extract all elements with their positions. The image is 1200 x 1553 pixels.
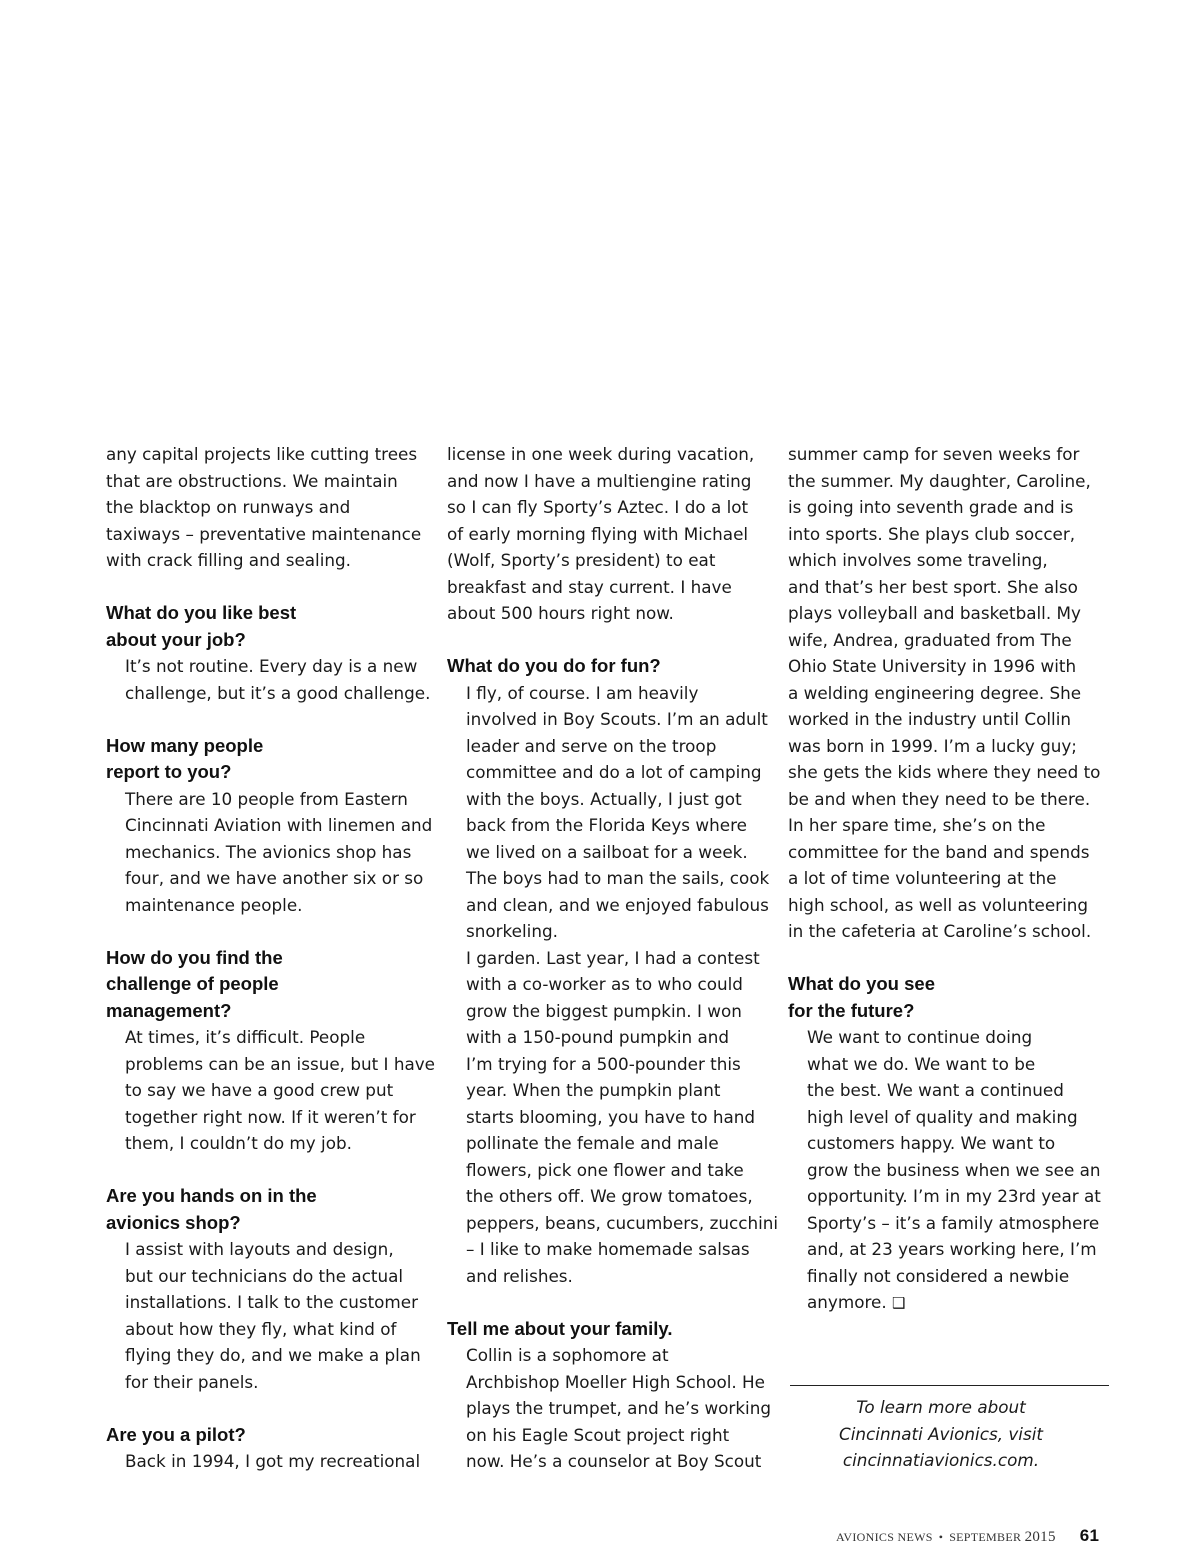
sidebar-note bbox=[790, 1394, 1092, 1474]
text-line: I garden. Last year, I had a contest bbox=[466, 947, 760, 968]
text-line: a lot of time volunteering at the bbox=[788, 868, 1057, 888]
text-line: leader and serve on the troop bbox=[466, 735, 717, 756]
text-line: Ohio State University in 1996 with bbox=[788, 656, 1077, 676]
page-footer bbox=[836, 1526, 1099, 1546]
text-line: We want to continue doing bbox=[807, 1027, 1033, 1047]
text-line: In her spare time, she’s on the bbox=[788, 815, 1046, 835]
sidebar-line: To learn more about bbox=[856, 1397, 1026, 1417]
text-line: about 500 hours right now. bbox=[447, 603, 674, 623]
text-line: I’m trying for a 500-pounder this bbox=[466, 1053, 741, 1074]
text-line: now. He’s a counselor at Boy Scout bbox=[466, 1451, 762, 1471]
heading-line: for the future? bbox=[788, 999, 915, 1021]
text-line: Cincinnati Aviation with linemen and bbox=[125, 815, 433, 835]
text-line: was born in 1999. I’m a lucky guy; bbox=[788, 735, 1077, 756]
text-line: maintenance people. bbox=[125, 894, 303, 915]
heading-line: about your job? bbox=[106, 628, 246, 650]
text-line: the others off. We grow tomatoes, bbox=[466, 1186, 753, 1206]
text-line: mechanics. The avionics shop has bbox=[125, 841, 412, 862]
question-heading bbox=[106, 1183, 418, 1236]
question-heading bbox=[447, 1316, 759, 1343]
heading-line: What do you see bbox=[788, 973, 935, 994]
heading-line: Tell me about your family. bbox=[447, 1317, 673, 1339]
text-line: is going into seventh grade and is bbox=[788, 497, 1074, 517]
text-line: flowers, pick one flower and take bbox=[466, 1159, 744, 1180]
heading-line: How do you find the bbox=[106, 946, 283, 968]
text-line: plays the trumpet, and he’s working bbox=[466, 1398, 772, 1418]
paragraph bbox=[106, 441, 422, 574]
sidebar-divider bbox=[790, 1385, 1109, 1386]
text-line: Collin is a sophomore at bbox=[466, 1345, 669, 1365]
text-line: Back in 1994, I got my recreational bbox=[125, 1451, 421, 1471]
text-fragment: anymore. bbox=[807, 1292, 887, 1312]
text-line: I fly, of course. I am heavily bbox=[466, 682, 699, 703]
publication-name: AVIONICS NEWS bbox=[836, 1530, 933, 1544]
question-heading bbox=[106, 733, 418, 786]
text-line: The boys had to man the sails, cook bbox=[466, 868, 770, 888]
answer-paragraph bbox=[447, 680, 770, 945]
text-line: with crack filling and sealing. bbox=[106, 550, 352, 570]
text-line: of early morning flying with Michael bbox=[447, 523, 749, 544]
answer-paragraph bbox=[106, 786, 433, 919]
answer-paragraph bbox=[106, 1448, 421, 1475]
text-line: license in one week during vacation, bbox=[447, 444, 755, 464]
sidebar-website: cincinnatiavionics.com. bbox=[842, 1450, 1040, 1470]
text-line: high level of quality and making bbox=[807, 1106, 1078, 1127]
article-column-3 bbox=[788, 441, 1100, 1317]
end-mark-icon: ❑ bbox=[892, 1294, 906, 1312]
question-heading bbox=[106, 600, 418, 653]
text-line: and relishes. bbox=[466, 1265, 573, 1286]
text-line: and, at 23 years working here, I’m bbox=[807, 1239, 1097, 1259]
text-line: with the boys. Actually, I just got bbox=[466, 788, 742, 809]
text-line: a welding engineering degree. She bbox=[788, 682, 1082, 703]
answer-paragraph bbox=[447, 1342, 772, 1475]
heading-line: challenge of people bbox=[106, 973, 279, 994]
article-column-2 bbox=[447, 441, 779, 1475]
text-line: – I like to make homemade salsas bbox=[466, 1239, 750, 1259]
text-line: but our technicians do the actual bbox=[125, 1265, 404, 1286]
heading-line: avionics shop? bbox=[106, 1211, 241, 1233]
text-line: installations. I talk to the customer bbox=[125, 1292, 419, 1312]
text-line: the blacktop on runways and bbox=[106, 497, 351, 517]
text-line: to say we have a good crew put bbox=[125, 1080, 394, 1100]
text-line: any capital projects like cutting trees bbox=[106, 444, 418, 464]
text-line: grow the business when we see an bbox=[807, 1159, 1101, 1180]
text-line: committee and do a lot of camping bbox=[466, 762, 762, 782]
text-line: worked in the industry until Collin bbox=[788, 709, 1072, 729]
heading-line: report to you? bbox=[106, 761, 232, 782]
text-line: wife, Andrea, graduated from The bbox=[788, 629, 1072, 650]
text-line: It’s not routine. Every day is a new bbox=[125, 656, 418, 676]
text-line: snorkeling. bbox=[466, 921, 558, 941]
question-heading bbox=[788, 971, 1100, 1024]
question-heading bbox=[106, 945, 418, 1025]
page-number: 61 bbox=[1079, 1526, 1100, 1545]
text-line: with a 150-pound pumpkin and bbox=[466, 1027, 730, 1047]
text-line: involved in Boy Scouts. I’m an adult bbox=[466, 709, 768, 729]
text-line: which involves some traveling, bbox=[788, 550, 1048, 570]
heading-line: What do you like best bbox=[106, 602, 297, 623]
issue-month: SEPTEMBER bbox=[949, 1530, 1022, 1544]
heading-line: What do you do for fun? bbox=[447, 655, 661, 676]
text-line: plays volleyball and basketball. My bbox=[788, 603, 1081, 623]
text-line: the summer. My daughter, Caroline, bbox=[788, 470, 1091, 491]
text-line: breakfast and stay current. I have bbox=[447, 576, 732, 597]
text-line: finally not considered a newbie bbox=[807, 1265, 1070, 1286]
text-line: four, and we have another six or so bbox=[125, 868, 424, 888]
text-line: At times, it’s difficult. People bbox=[125, 1027, 366, 1047]
text-line: peppers, beans, cucumbers, zucchini bbox=[466, 1212, 779, 1233]
text-line: about how they fly, what kind of bbox=[125, 1318, 397, 1339]
text-line: them, I couldn’t do my job. bbox=[125, 1133, 352, 1153]
text-line: There are 10 people from Eastern bbox=[125, 788, 408, 809]
text-line: problems can be an issue, but I have bbox=[125, 1053, 435, 1074]
heading-line: Are you hands on in the bbox=[106, 1185, 317, 1206]
heading-line: Are you a pilot? bbox=[106, 1423, 246, 1445]
text-line bbox=[788, 1289, 1100, 1317]
heading-line: How many people bbox=[106, 734, 264, 756]
text-line: customers happy. We want to bbox=[807, 1133, 1056, 1153]
text-line: opportunity. I’m in my 23rd year at bbox=[807, 1186, 1101, 1206]
text-line: high school, as well as volunteering bbox=[788, 894, 1089, 915]
text-line: (Wolf, Sporty’s president) to eat bbox=[447, 550, 716, 570]
text-line: on his Eagle Scout project right bbox=[466, 1424, 730, 1445]
text-line: pollinate the female and male bbox=[466, 1133, 719, 1153]
text-line: taxiways – preventative maintenance bbox=[106, 523, 422, 544]
text-line: what we do. We want to be bbox=[807, 1053, 1036, 1074]
text-line: summer camp for seven weeks for bbox=[788, 444, 1080, 464]
issue-year: 2015 bbox=[1024, 1529, 1056, 1545]
text-line: in the cafeteria at Caroline’s school. bbox=[788, 921, 1092, 941]
text-line: I assist with layouts and design, bbox=[125, 1239, 394, 1259]
paragraph bbox=[447, 441, 759, 627]
answer-paragraph bbox=[106, 1236, 421, 1395]
sidebar-line: Cincinnati Avionics, visit bbox=[839, 1423, 1043, 1444]
separator: • bbox=[938, 1530, 944, 1544]
text-line: together right now. If it weren’t for bbox=[125, 1106, 416, 1127]
text-line: grow the biggest pumpkin. I won bbox=[466, 1000, 742, 1021]
answer-paragraph bbox=[106, 1024, 435, 1157]
text-line: we lived on a sailboat for a week. bbox=[466, 841, 748, 862]
text-line: for their panels. bbox=[125, 1371, 259, 1392]
text-line: back from the Florida Keys where bbox=[466, 815, 747, 835]
article-column-1 bbox=[106, 441, 435, 1475]
paragraph bbox=[788, 441, 1100, 945]
text-line: the best. We want a continued bbox=[807, 1080, 1064, 1100]
text-line: with a co-worker as to who could bbox=[466, 974, 743, 994]
text-line: and that’s her best sport. She also bbox=[788, 576, 1078, 597]
text-line: flying they do, and we make a plan bbox=[125, 1345, 421, 1365]
text-line: starts blooming, you have to hand bbox=[466, 1106, 756, 1127]
text-line: and now I have a multiengine rating bbox=[447, 470, 752, 491]
text-line: that are obstructions. We maintain bbox=[106, 470, 398, 491]
text-line: committee for the band and spends bbox=[788, 841, 1090, 862]
text-line: and clean, and we enjoyed fabulous bbox=[466, 894, 769, 915]
text-line: so I can fly Sporty’s Aztec. I do a lot bbox=[447, 497, 749, 517]
text-line: year. When the pumpkin plant bbox=[466, 1080, 721, 1100]
text-line: be and when they need to be there. bbox=[788, 788, 1091, 809]
text-line: Archbishop Moeller High School. He bbox=[466, 1371, 765, 1392]
text-line: into sports. She plays club soccer, bbox=[788, 523, 1076, 544]
text-line: challenge, but it’s a good challenge. bbox=[125, 682, 431, 703]
answer-paragraph bbox=[447, 945, 779, 1290]
text-line: she gets the kids where they need to bbox=[788, 762, 1101, 782]
text-line: Sporty’s – it’s a family atmosphere bbox=[807, 1212, 1100, 1233]
question-heading bbox=[447, 653, 759, 680]
answer-paragraph bbox=[788, 1024, 1100, 1317]
answer-paragraph bbox=[106, 653, 431, 706]
question-heading bbox=[106, 1422, 418, 1449]
heading-line: management? bbox=[106, 999, 232, 1021]
